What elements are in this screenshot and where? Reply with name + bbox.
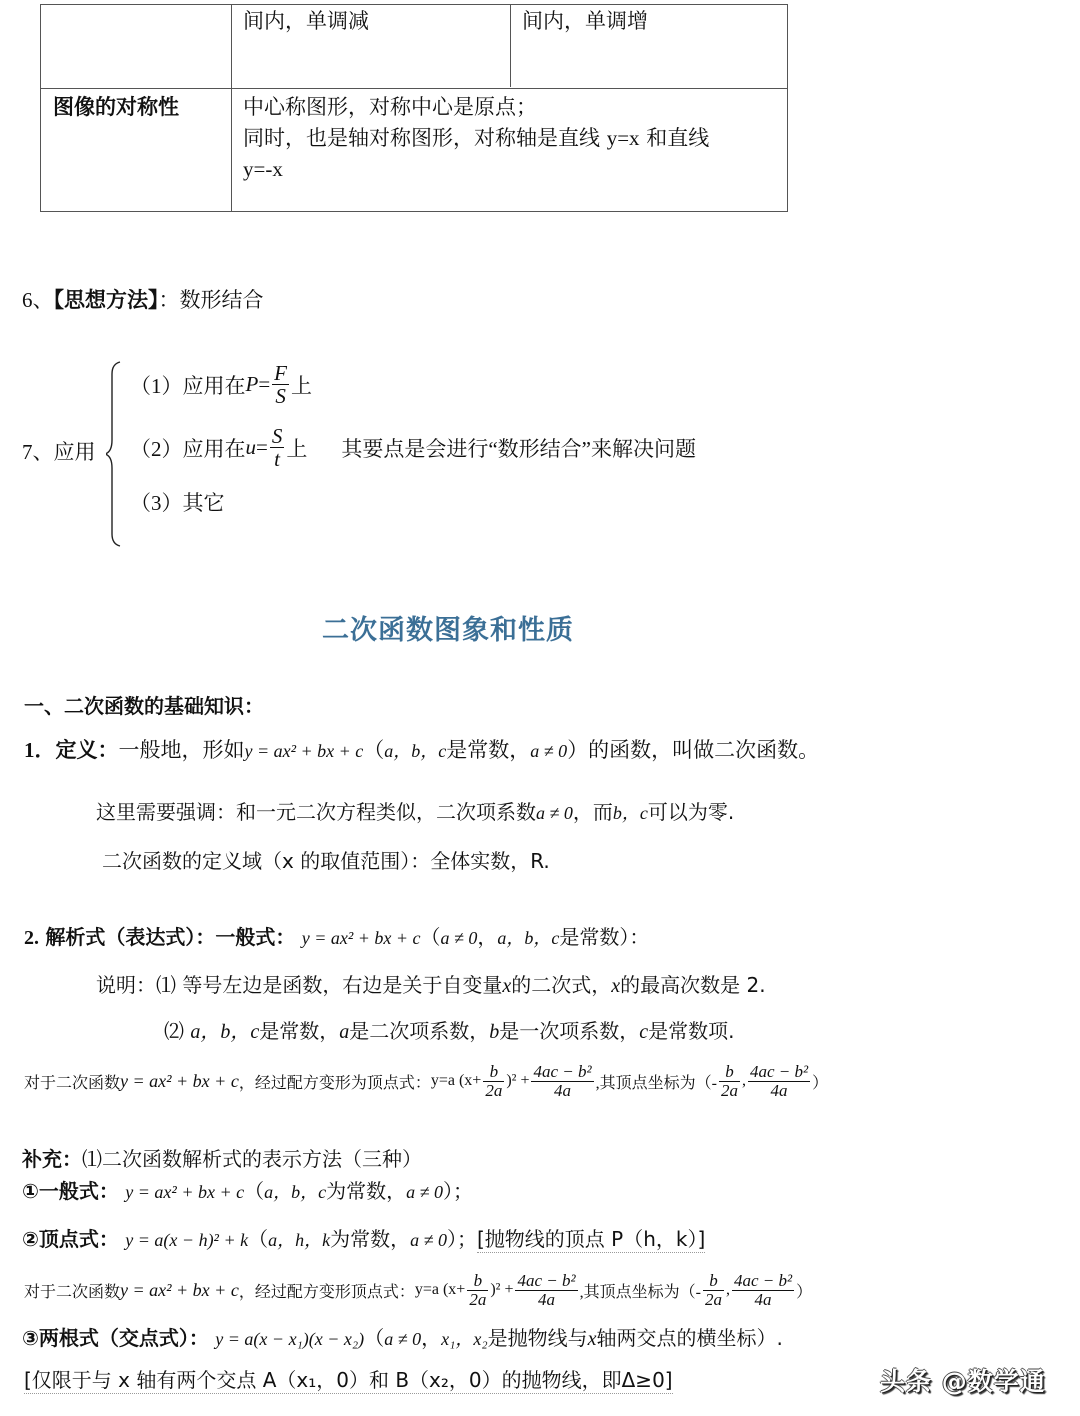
equals: =: [258, 372, 271, 397]
table-cell-increasing: 间内，单调增: [522, 9, 648, 33]
heading-end: 是常数）：: [559, 925, 650, 949]
heading-text: 解析式（表达式）：一般式：: [45, 925, 296, 949]
var-x: x: [502, 975, 512, 997]
fraction-b-over-2a: [467, 1272, 488, 1309]
form-text-end: 轴两交点的横坐标）.: [596, 1326, 783, 1350]
vertex-formula-prefix: y=a (x+: [414, 1281, 466, 1299]
paren-close: ）；: [446, 1227, 477, 1251]
form-label: ③两根式（交点式）：: [22, 1326, 209, 1350]
emphasis-text-2: ，而: [572, 800, 613, 824]
fraction-b-over-2a: [483, 1063, 504, 1100]
def-text-end: ）的函数，叫做二次函数。: [567, 738, 820, 762]
item-suffix: 上: [286, 436, 308, 461]
var-u: u: [245, 435, 256, 460]
vertex-text-2: ，经过配方变形为顶点式：: [238, 1074, 431, 1092]
numerator: 4ac − b²: [749, 1062, 809, 1081]
heading-number: 2.: [24, 927, 39, 949]
condition-a-nonzero: a ≠ 0: [536, 803, 573, 823]
supplement-heading: [22, 1143, 422, 1172]
application-item-3: （3）其它: [130, 491, 225, 515]
formula-general: y = ax² + bx + c: [125, 1182, 245, 1202]
note-text-2: 是二次项系数，: [349, 1019, 490, 1043]
fraction-discriminant-over-4a: [515, 1272, 577, 1309]
denominator: S: [275, 384, 286, 409]
formula-general: y = ax² + bx + c: [244, 741, 364, 761]
equation-y-eq-x: y=x: [606, 126, 640, 150]
var-c: c: [639, 1021, 649, 1043]
vertex-text-2: ，经过配方变形顶点式：: [238, 1283, 415, 1301]
supplement-intro: ⑴二次函数解析式的表示方法（三种）: [82, 1147, 422, 1171]
watermark: 头条 @数学通: [880, 1367, 1046, 1396]
colon: ：: [158, 288, 180, 312]
application-item-2: [130, 425, 696, 470]
note-index: ⑴: [156, 975, 176, 997]
table-col-divider-1: [231, 5, 232, 211]
def-label: 定义：: [55, 738, 119, 762]
numerator: 4ac − b²: [733, 1271, 793, 1290]
vars-x1-x2: x₁，x₂: [441, 1329, 488, 1349]
form-label: ①一般式：: [22, 1179, 119, 1203]
def-number: 1．: [24, 738, 56, 762]
form-label: ②顶点式：: [22, 1227, 119, 1251]
restriction-text: [仅限于与 x 轴有两个交点 A（x₁，0）和 B（x₂，0）的抛物线，即Δ≥0]: [24, 1368, 673, 1392]
paren-open: （: [364, 1326, 385, 1350]
vertex-form-line-2: [24, 1272, 812, 1309]
section-text: 数形结合: [179, 288, 264, 312]
page-title: 二次函数图象和性质: [322, 615, 574, 646]
restriction-line: [24, 1364, 673, 1393]
numerator: b: [473, 1271, 483, 1290]
symmetry-text: 同时，也是轴对称图形，对称轴是直线: [243, 126, 607, 150]
denominator: 4a: [554, 1080, 572, 1100]
denominator: 4a: [538, 1289, 556, 1309]
condition-a-nonzero: a ≠ 0: [406, 1182, 443, 1202]
note-text-3: 的最高次数是 2.: [620, 973, 766, 997]
note-label: 说明：: [96, 973, 156, 997]
paren-open: （: [244, 1179, 265, 1203]
item-prefix: （1）应用在: [130, 373, 246, 398]
vertex-text: 对于二次函数: [24, 1283, 121, 1301]
symmetry-text-suffix: 和直线: [639, 126, 710, 150]
section-6-heading: [22, 284, 264, 314]
form-intercept: [22, 1322, 783, 1351]
def-text: 一般地，形如: [118, 738, 245, 762]
item-suffix: 上: [291, 373, 312, 398]
note-text-2: 的二次式，: [511, 973, 612, 997]
section-number: 6、: [22, 288, 54, 312]
table-cell-decreasing: 间内，单调减: [243, 9, 369, 33]
table-row-divider: [41, 88, 787, 89]
denominator: 2a: [720, 1080, 738, 1100]
def-text-const: 是常数，: [446, 738, 531, 762]
vertex-coord-text: ,其顶点坐标为（-: [595, 1074, 717, 1092]
section-7-label: 7、应用: [22, 440, 96, 464]
note-text: 等号左边是函数，右边是关于自变量: [182, 973, 503, 997]
application-item-1: [130, 362, 312, 407]
numerator: b: [725, 1062, 734, 1081]
note-text-4: 是常数项.: [648, 1019, 735, 1043]
condition-a-nonzero: a ≠ 0: [440, 928, 478, 948]
formula-general: y = ax² + bx + c: [120, 1279, 239, 1300]
params: a，b，c: [264, 1182, 327, 1202]
property-table: [40, 4, 788, 212]
var-x: x: [587, 1328, 597, 1350]
var-a: a: [339, 1021, 350, 1043]
paren-open: （: [248, 1227, 269, 1251]
fraction-discriminant-over-4a: [732, 1272, 794, 1309]
note-2-line: [164, 1015, 735, 1044]
vertex-note: [抛物线的顶点 P（h，k）]: [476, 1227, 706, 1251]
fraction-f-over-s: [272, 362, 289, 407]
vertex-formula-mid: )² +: [490, 1281, 514, 1299]
var-p: P: [245, 372, 259, 397]
paren-open: （: [420, 925, 441, 949]
numerator: F: [274, 361, 287, 385]
emphasis-line: [96, 796, 734, 825]
supplement-label: 补充：: [22, 1147, 82, 1171]
emphasis-text: 这里需要强调：和一元二次方程类似，二次项系数: [96, 800, 536, 824]
table-cell-symmetry-line2: [243, 122, 709, 154]
params-abc: a，b，c: [384, 741, 447, 761]
vertex-form-line-1: [24, 1063, 828, 1100]
denominator: 4a: [770, 1080, 788, 1100]
fraction-discriminant-over-4a: [748, 1063, 810, 1100]
comma: ，: [421, 1326, 442, 1350]
domain-line: 二次函数的定义域（x 的取值范围）：全体实数，R.: [102, 849, 550, 873]
paren-close: ）: [812, 1074, 829, 1092]
var-b: b: [489, 1021, 500, 1043]
params-abc: a，b，c: [497, 928, 560, 948]
comma: ，: [477, 925, 498, 949]
equation-y-eq-neg-x: y=-x: [243, 157, 283, 181]
table-cell-symmetry-line1: 中心称图形，对称中心是原点；: [243, 95, 537, 119]
formula-general: y = ax² + bx + c: [301, 928, 421, 948]
definition-line: [24, 734, 819, 764]
numerator: b: [489, 1062, 499, 1081]
denominator: 4a: [754, 1289, 772, 1309]
application-note: 其要点是会进行“数形结合”来解决问题: [341, 436, 696, 461]
denominator: 2a: [704, 1289, 722, 1309]
formula-intercept: y = a(x − x₁)(x − x₂): [215, 1329, 365, 1349]
curly-brace-icon: [106, 360, 126, 548]
note-text: 是常数，: [259, 1019, 340, 1043]
fraction-b-over-2a: [719, 1063, 740, 1100]
part-1-heading: 一、二次函数的基础知识：: [24, 694, 264, 718]
numerator: 4ac − b²: [517, 1271, 576, 1290]
formula-general: y = ax² + bx + c: [120, 1070, 239, 1091]
formula-vertex: y = a(x − h)² + k: [125, 1230, 249, 1250]
equals: =: [256, 435, 268, 460]
table-row-label-symmetry: 图像的对称性: [53, 95, 179, 119]
form-text: 是抛物线与: [487, 1326, 588, 1350]
paren-close: ）: [796, 1283, 813, 1301]
numerator: b: [709, 1271, 718, 1290]
expression-heading: [24, 921, 649, 950]
table-col-divider-2: [510, 5, 511, 87]
var-x: x: [611, 975, 621, 997]
note-1-line: [96, 969, 766, 998]
form-text: 为常数，: [330, 1227, 411, 1251]
comma: ,: [741, 1072, 746, 1090]
numerator: S: [271, 424, 283, 448]
form-text: 为常数，: [326, 1179, 407, 1203]
fraction-s-over-t: [270, 425, 285, 470]
note-index: ⑵: [164, 1021, 184, 1043]
vertex-text: 对于二次函数: [24, 1074, 121, 1092]
item-prefix: （2）应用在: [130, 436, 246, 461]
vars-bc: b，c: [612, 803, 648, 823]
paren-close: ）；: [442, 1179, 473, 1203]
numerator: 4ac − b²: [533, 1062, 592, 1081]
vertex-coord-text: ,其顶点坐标为（-: [579, 1283, 701, 1301]
condition-a-nonzero: a ≠ 0: [410, 1230, 447, 1250]
condition-a-nonzero: a ≠ 0: [530, 741, 568, 761]
fraction-b-over-2a: [703, 1272, 724, 1309]
fraction-discriminant-over-4a: [531, 1063, 593, 1100]
form-general: [22, 1175, 473, 1204]
params: a，h，k: [268, 1230, 331, 1250]
note-text-3: 是一次项系数，: [499, 1019, 640, 1043]
comma: ,: [725, 1281, 730, 1299]
denominator: t: [274, 447, 281, 472]
form-vertex: [22, 1223, 705, 1252]
vertex-formula-mid: )² +: [506, 1072, 530, 1090]
denominator: 2a: [469, 1289, 487, 1309]
denominator: 2a: [485, 1080, 503, 1100]
paren-open: （: [363, 738, 385, 762]
section-label: 【思想方法】: [53, 288, 159, 312]
condition-a-nonzero: a ≠ 0: [384, 1329, 422, 1349]
vertex-formula-prefix: y=a (x+: [430, 1072, 482, 1090]
emphasis-text-3: 可以为零.: [647, 800, 735, 824]
params-abc: a，b，c: [190, 1021, 260, 1043]
